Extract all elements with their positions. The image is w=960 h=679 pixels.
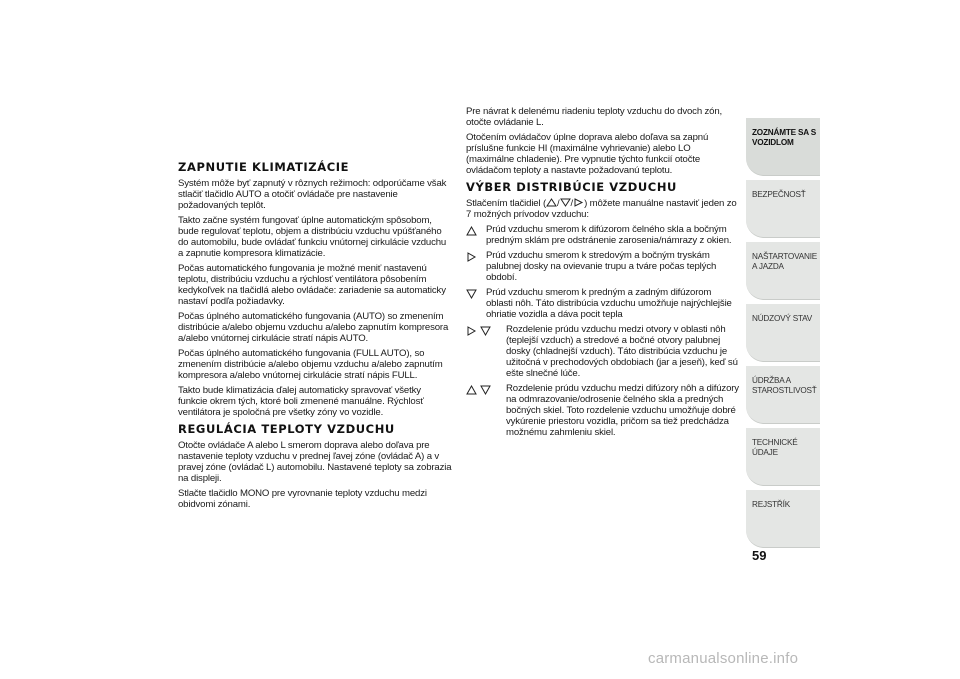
distribution-text: Prúd vzduchu smerom k difúzorom čelného skla a bočným predným sklám pre odstránenie zarosenia/námrazy z okien. — [486, 224, 732, 246]
distribution-icons — [466, 250, 486, 283]
chapter-tab-label: NAŠTARTOVANIE A JAZDA — [752, 252, 818, 271]
section-title-distribution: VÝBER DISTRIBÚCIE VZDUCHU — [466, 180, 677, 194]
right-column — [466, 106, 740, 442]
distribution-text: Rozdelenie prúdu vzduchu medzi difúzory nôh a difúzory na odmrazovanie/odrosenie čelného skla a predných bočných skiel. Toto rozdelenie vzduchu umožňuje dobré vykúrenie priestoru vozidla, pričom sa tiež predchádza možnému zahmleniu skiel. — [506, 383, 739, 438]
distribution-text: Prúd vzduchu smerom k stredovým a bočným tryskám palubnej dosky na ovievanie trupu a tváre počas teplých období. — [486, 250, 717, 283]
chapter-tab-label: REJSTŘÍK — [752, 500, 790, 509]
chapter-tab-label: ZOZNÁMTE SA S VOZIDLOM — [752, 128, 816, 147]
distribution-icons — [466, 324, 506, 379]
chapter-tabs — [746, 118, 820, 552]
chapter-tab[interactable] — [746, 118, 820, 176]
chapter-tab-label: BEZPEČNOSŤ — [752, 190, 806, 199]
paragraph: Počas úplného automatického fungovania (AUTO) so zmenením distribúcie a/alebo objemu vzduchu a/alebo zapnutím kompresora a/alebo vnútornej cirkulácie stratí nápis AUTO. — [178, 311, 449, 344]
section-title-climate-on: ZAPNUTIE KLIMATIZÁCIE — [178, 160, 350, 174]
foot-vent-icon — [480, 326, 491, 336]
face-vent-icon — [466, 252, 477, 262]
distribution-icons — [466, 287, 486, 320]
foot-vent-icon — [466, 289, 477, 299]
paragraph: Otočte ovládače A alebo L smerom doprava alebo doľava pre nastavenie teploty vzduchu v prednej ľavej zóne (ovládač A) a v pravej zóne (ovládač L) automobilu. Nastavené teploty sa zobrazia na displeji. — [178, 440, 452, 484]
chapter-tab[interactable] — [746, 180, 820, 238]
chapter-tab-label: TECHNICKÉ ÚDAJE — [752, 438, 798, 457]
intro-text: ) môžete manuálne nastaviť jeden zo 7 možných prívodov vzduchu: — [466, 198, 737, 220]
windshield-icon — [466, 226, 477, 236]
distribution-item — [466, 250, 740, 283]
distribution-item — [466, 287, 740, 320]
face-vent-icon — [466, 326, 477, 336]
section-title-temperature: REGULÁCIA TEPLOTY VZDUCHU — [178, 422, 395, 436]
distribution-item — [466, 224, 740, 246]
distribution-text: Prúd vzduchu smerom k predným a zadným difúzorom oblasti nôh. Táto distribúcia vzduchu umožňuje najrýchlejšie ohriatie vozidla a dáva pocit tepla — [486, 287, 732, 320]
paragraph: Takto bude klimatizácia ďalej automaticky spravovať všetky funkcie okrem tých, ktoré boli zmenené manuálne. Rýchlosť ventilátora je spoločná pre všetky zóny vo vozidle. — [178, 385, 424, 418]
distribution-list — [466, 224, 740, 438]
chapter-tab-label: ÚDRŽBA A STAROSTLIVOSŤ — [752, 376, 817, 395]
paragraph: Počas úplného automatického fungovania (FULL AUTO), so zmenením distribúcie a/alebo objemu vzduchu a/alebo zapnutím kompresora a/alebo vnútornej cirkulácie stratí nápis FULL. — [178, 348, 443, 381]
page-number: 59 — [752, 548, 767, 563]
foot-vent-icon — [480, 385, 491, 395]
paragraph: Počas automatického fungovania je možné meniť nastavenú teplotu, distribúciu vzduchu a rýchlosť ventilátora pôsobením kedykoľvek na tlačidlá alebo ovládače: zariadenie sa automaticky nastaví podľa požiadavky. — [178, 263, 446, 307]
windshield-icon — [466, 385, 477, 395]
chapter-tab[interactable] — [746, 242, 820, 300]
distribution-text: Rozdelenie prúdu vzduchu medzi otvory v oblasti nôh (teplejší vzduch) a stredové a bočné otvory palubnej dosky (chladnejší vzduch). Táto distribúcia vzduchu je užitočná v prechodových obdobiach (jar a jeseň), keď sú ešte slnečné lúče. — [506, 324, 738, 379]
chapter-tab[interactable] — [746, 490, 820, 548]
foot-vent-icon — [560, 198, 571, 207]
left-column — [178, 160, 452, 514]
paragraph: Otočením ovládačov úplne doprava alebo doľava sa zapnú príslušne funkcie HI (maximálne vyhrievanie) alebo LO (maximálne chladenie). Pre vypnutie týchto funkcií otočte ovládačom teploty a nastavte požadovanú teplotu. — [466, 132, 709, 176]
windshield-icon — [546, 198, 557, 207]
distribution-icons — [466, 383, 506, 438]
distribution-item — [466, 383, 740, 438]
intro-separator: / — [557, 198, 560, 209]
chapter-tab[interactable] — [746, 366, 820, 424]
distribution-item — [466, 324, 740, 379]
intro-separator: / — [570, 198, 574, 209]
paragraph: Systém môže byť zapnutý v rôznych režimoch: odporúčame však stlačiť tlačidlo AUTO a otočiť ovládače pre nastavenie požadovaných teplôt. — [178, 178, 447, 211]
watermark: carmanualsonline.info — [648, 650, 799, 667]
paragraph: Stlačte tlačidlo MONO pre vyrovnanie teploty vzduchu medzi obidvomi zónami. — [178, 488, 427, 510]
distribution-icons — [466, 224, 486, 246]
distribution-intro — [466, 198, 740, 220]
chapter-tab[interactable] — [746, 304, 820, 362]
chapter-tab[interactable] — [746, 428, 820, 486]
paragraph: Pre návrat k delenému riadeniu teploty vzduchu do dvoch zón, otočte ovládanie L. — [466, 106, 723, 128]
intro-text: Stlačením tlačidiel ( — [466, 198, 547, 209]
face-vent-icon — [570, 198, 584, 209]
chapter-tab-label: NÚDZOVÝ STAV — [752, 314, 813, 323]
paragraph: Takto začne systém fungovať úplne automatickým spôsobom, bude regulovať teplotu, objem a distribúciu vzduchu vpúšťaného do automobilu, bude ovládať funkciu vnútornej cirkulácie vzduchu a zapnutie kompresora klimatizácie. — [178, 215, 447, 259]
